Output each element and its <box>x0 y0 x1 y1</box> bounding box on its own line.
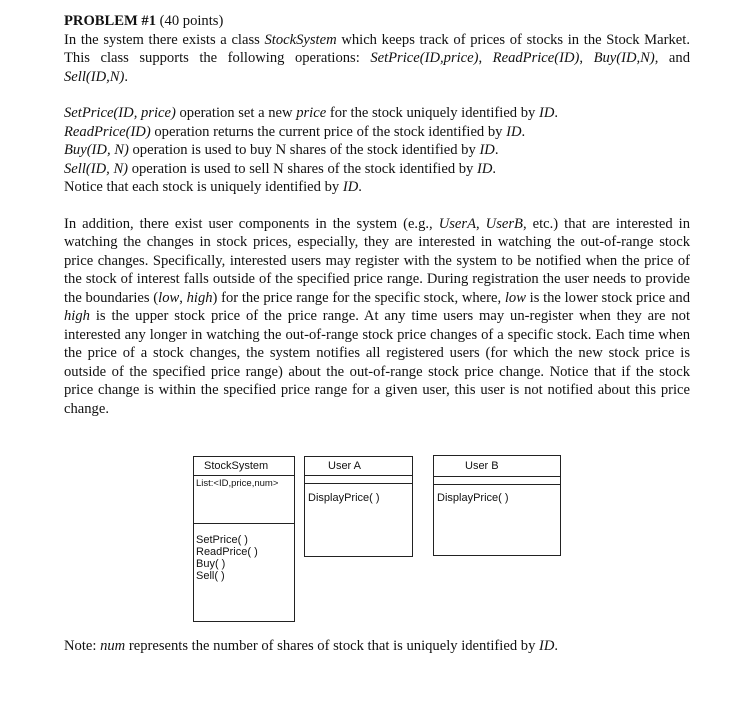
text-run: , and <box>654 50 691 66</box>
text-run: represents the number of shares of stock that is uniquely identified by <box>125 638 540 654</box>
italic-term: UserB <box>485 215 523 232</box>
operations-list <box>64 104 690 197</box>
text-run: . <box>492 160 497 177</box>
text-run: which keeps track of prices of stocks in the Stock Market. This class supports the following operations: <box>64 31 690 66</box>
stocksystem-class-name: StockSystem <box>204 460 269 472</box>
text-run: ) for the price range for the specific stock, where, <box>212 289 505 306</box>
user-b-method: DisplayPrice( ) <box>437 492 509 504</box>
italic-term: ID <box>506 123 522 140</box>
user-a-class-box <box>304 456 413 557</box>
text-run: In addition, there exist user components in the system (e.g., <box>64 215 439 232</box>
italic-term: SetPrice(ID, price) <box>64 105 176 121</box>
italic-term: ID <box>479 142 495 158</box>
italic-term: SetPrice(ID,price) <box>370 50 479 66</box>
text-run: for the stock uniquely identified by <box>326 105 539 121</box>
text-run: , <box>476 215 486 232</box>
user-b-class-name: User B <box>465 460 499 472</box>
op-readprice <box>64 123 690 142</box>
stocksystem-method: Buy( ) <box>196 558 226 570</box>
italic-term: ID <box>477 160 493 177</box>
stocksystem-method: Sell( ) <box>196 570 225 582</box>
italic-term: ID <box>342 179 359 195</box>
italic-term: ID <box>538 105 555 121</box>
user-b-class-box <box>433 455 561 556</box>
text-run: , <box>579 50 594 66</box>
italic-term: ReadPrice(ID) <box>492 50 580 66</box>
text-run: operation returns the current price of the stock identified by <box>150 123 507 140</box>
stocksystem-attribute: List:<ID,price,num> <box>196 478 279 489</box>
italic-term: ID <box>539 638 555 654</box>
user-a-method: DisplayPrice( ) <box>308 492 380 504</box>
italic-term: high <box>186 289 213 306</box>
text-run: . <box>554 105 559 121</box>
stocksystem-method: ReadPrice( ) <box>196 546 258 558</box>
text-run: Notice that each stock is uniquely identified by <box>64 179 343 195</box>
italic-term: high <box>64 308 90 324</box>
text-run: In the system there exists a class <box>64 31 265 48</box>
italic-term: price <box>296 105 327 121</box>
italic-term: num <box>100 638 126 654</box>
text-run: . <box>521 123 526 140</box>
text-run: Note: <box>64 638 101 654</box>
text-run: operation is used to sell N shares of the stock identified by <box>128 160 478 177</box>
italic-term: Sell(ID,N) <box>64 68 125 85</box>
italic-term: UserA <box>438 215 476 232</box>
italic-term: low <box>158 289 180 306</box>
stocksystem-method: SetPrice( ) <box>196 534 248 546</box>
text-run: , <box>478 50 493 66</box>
text-run: is the lower stock price and <box>525 289 690 306</box>
intro-paragraph <box>64 31 690 87</box>
italic-term: StockSystem <box>264 31 337 48</box>
details-paragraph <box>64 215 690 419</box>
text-run: , <box>179 289 187 306</box>
italic-term: low <box>504 289 526 306</box>
text-run: . <box>358 179 362 195</box>
text-run: . <box>124 68 129 85</box>
problem-label: PROBLEM #1 <box>64 13 157 29</box>
text-run: . <box>554 638 559 654</box>
stocksystem-class-box <box>193 456 295 622</box>
text-run: is the upper stock price of the price range. At any time users may un-register when they are not interested any longer in watching the out-of-range stock price changes of a specific stock. Each time when the price of a stock changes, the system notifies all registered users (for which the new stock price is outside of the specified price range) about the out-of-range stock price change. Notice that if the stock price change is within the specified price range for a given user, this user is not notified about this price change. <box>64 308 690 417</box>
footnote <box>64 638 558 655</box>
text-run: operation is used to buy N shares of the stock identified by <box>128 142 480 158</box>
italic-term: Buy(ID, N) <box>64 142 129 158</box>
problem-text <box>64 12 690 418</box>
italic-term: Buy(ID,N) <box>593 50 655 66</box>
user-a-class-name: User A <box>328 460 362 472</box>
text-run: , etc.) that are interested in watching the changes in stock prices, especially, they are interested in watching the out-of-range stock price changes. Specifically, interested users may register with the system to be notified when the price of the stock of interest falls outside of the specified price range. During registration the user needs to provide the boundaries ( <box>64 215 691 306</box>
italic-term: Sell(ID, N) <box>64 160 129 177</box>
text-run: . <box>494 142 499 158</box>
op-buy <box>64 141 690 160</box>
op-setprice <box>64 104 690 123</box>
italic-term: ReadPrice(ID) <box>64 123 151 140</box>
op-notice <box>64 178 690 197</box>
problem-title <box>64 12 690 31</box>
text-run: operation set a new <box>175 105 297 121</box>
op-sell <box>64 160 690 179</box>
problem-points: (40 points) <box>156 13 224 29</box>
